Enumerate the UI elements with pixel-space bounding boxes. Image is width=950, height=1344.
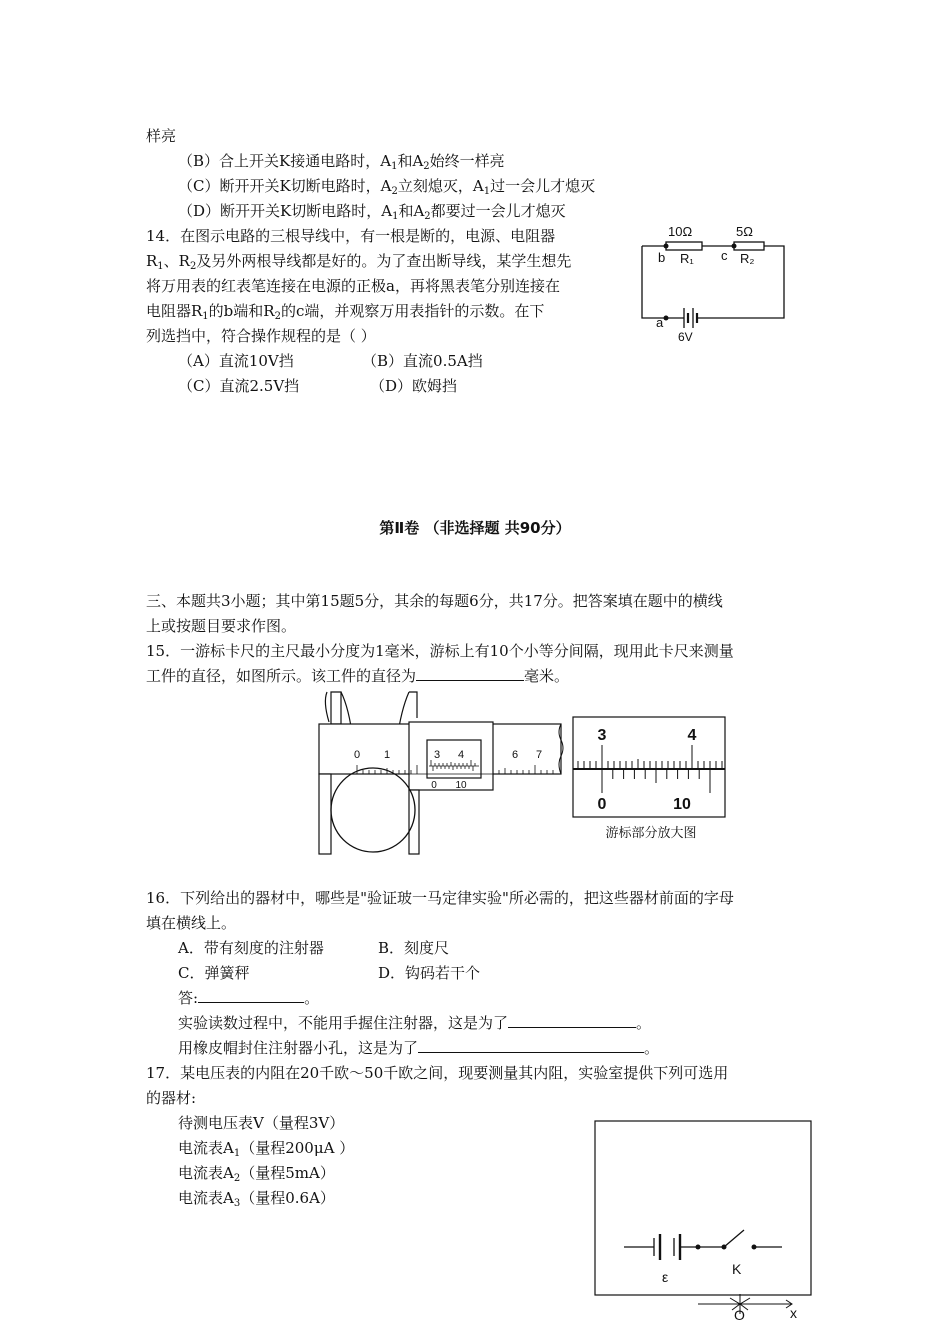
axis-x-label: x	[790, 1305, 797, 1321]
q17-item-4: 电流表$A_3$（量程0.6A）	[178, 1189, 335, 1209]
q17-item-1: 待测电压表V（量程3V）	[178, 1114, 345, 1132]
q16-reason-blank-2[interactable]	[418, 1038, 644, 1053]
node-a-label: a	[656, 315, 664, 330]
vernier-scale-10: 10	[455, 780, 467, 791]
node-b-dot	[664, 244, 669, 249]
q15-line-2: 工件的直径，如图所示。该工件的直径为 毫米。	[146, 667, 570, 685]
node-a-dot	[664, 316, 669, 321]
node-c-dot	[732, 244, 737, 249]
q14-line-5: 列选挡中，符合操作规程的是（ ）	[146, 327, 376, 345]
q15-answer-blank[interactable]	[416, 666, 524, 681]
q14-line-2: $R_1$、$R_2$及另外两根导线都是好的。为了查出断导线，某学生想先	[146, 252, 572, 272]
switch-pivot-dot	[722, 1245, 727, 1250]
q16-line-4: 用橡皮帽封住注射器小孔，这是为了 。	[178, 1039, 660, 1057]
q13-option-c: （C）断开开关K切断电路时，$A_2$立刻熄灭，$A_1$过一会儿才熄灭	[178, 177, 596, 197]
zoom-caption: 游标部分放大图	[605, 825, 697, 840]
zoom-vernier-0: 0	[597, 796, 607, 813]
q13-option-d: （D）断开开关K切断电路时，$A_1$和$A_2$都要过一会儿才熄灭	[178, 202, 566, 222]
q17-line-1: 17．某电压表的内阻在20千欧～50千欧之间，现要测量其内阻，实验室提供下列可选用	[146, 1064, 729, 1082]
q17-item-2: 电流表$A_1$（量程200μA ）	[178, 1139, 355, 1159]
q14-option-d: （D）欧姆挡	[370, 377, 458, 395]
r2-label: R₂	[740, 251, 755, 266]
main-scale-4: 4	[457, 749, 465, 761]
q16-reason-blank-1[interactable]	[508, 1013, 636, 1028]
node-b-label: b	[658, 250, 666, 265]
workpiece-circle	[331, 768, 415, 852]
q14-line-3: 将万用表的红表笔连接在电源的正极a，再将黑表笔分别连接在	[146, 277, 560, 295]
q16-line-3: 实验读数过程中，不能用手握住注射器，这是为了 。	[178, 1014, 652, 1032]
q16-answer: 答: 。	[178, 989, 320, 1007]
q16-option-a: A．带有刻度的注射器	[178, 939, 324, 957]
q14-option-c: （C）直流2.5V挡	[178, 377, 300, 395]
vernier-scale-0: 0	[431, 780, 437, 791]
zoom-main-3: 3	[597, 727, 607, 744]
r1-value-label: 10Ω	[668, 224, 693, 239]
section-2-title: 第Ⅱ卷 （非选择题 共90分）	[379, 519, 571, 537]
q13-tail: 样亮	[146, 127, 177, 145]
switch-contact-dot	[752, 1245, 757, 1250]
part3-line-1: 三、本题共3小题；其中第15题5分，其余的每题6分，共17分。把答案填在题中的横线	[146, 592, 723, 610]
q17-line-2: 的器材:	[146, 1089, 197, 1107]
axis-origin-label: O	[734, 1307, 745, 1323]
junction-dot-1	[696, 1245, 701, 1250]
q14-line-1: 14．在图示电路的三根导线中，有一根是断的，电源、电阻器	[146, 227, 556, 245]
q16-option-d: D．钩码若干个	[378, 964, 481, 982]
node-c-label: c	[721, 248, 728, 263]
q15-line-1: 15．一游标卡尺的主尺最小分度为1毫米，游标上有10个小等分间隔，现用此卡尺来测量	[146, 642, 734, 660]
q16-answer-blank[interactable]	[198, 988, 304, 1003]
emf-label: 6V	[678, 330, 693, 344]
main-scale-0: 0	[353, 749, 361, 761]
zoom-main-4: 4	[687, 727, 697, 744]
q17-item-3: 电流表$A_2$（量程5mA）	[178, 1164, 335, 1184]
main-scale-1: 1	[383, 749, 391, 761]
vernier-zoom-figure	[572, 716, 728, 842]
zoom-vernier-10: 10	[673, 796, 691, 813]
r1-label: R₁	[680, 251, 694, 266]
q14-option-b: （B）直流0.5A挡	[362, 352, 483, 370]
r2-value-label: 5Ω	[736, 224, 753, 239]
battery-emf-label: ε	[662, 1269, 669, 1285]
main-scale-3: 3	[433, 749, 441, 761]
q14-option-a: （A）直流10V挡	[178, 352, 294, 370]
q16-option-c: C．弹簧秤	[178, 964, 250, 982]
q16-option-b: B．刻度尺	[378, 939, 450, 957]
q14-line-4: 电阻器$R_1$的b端和$R_2$的c端，并观察万用表指针的示数。在下	[146, 302, 545, 322]
part3-line-2: 上或按题目要求作图。	[146, 617, 297, 635]
vernier-caliper-figure	[305, 688, 575, 866]
q16-line-1: 16．下列给出的器材中，哪些是"验证玻一马定律实验"所必需的，把这些器材前面的字母	[146, 889, 734, 907]
main-scale-6: 6	[511, 749, 519, 761]
q17-circuit-box	[594, 1120, 814, 1342]
q14-circuit-diagram	[636, 220, 796, 345]
main-scale-7: 7	[535, 749, 543, 761]
switch-k-label: K	[732, 1261, 742, 1277]
q16-line-2: 填在横线上。	[146, 914, 237, 932]
q13-option-b: （B）合上开关K接通电路时，$A_1$和$A_2$始终一样亮	[178, 152, 505, 172]
